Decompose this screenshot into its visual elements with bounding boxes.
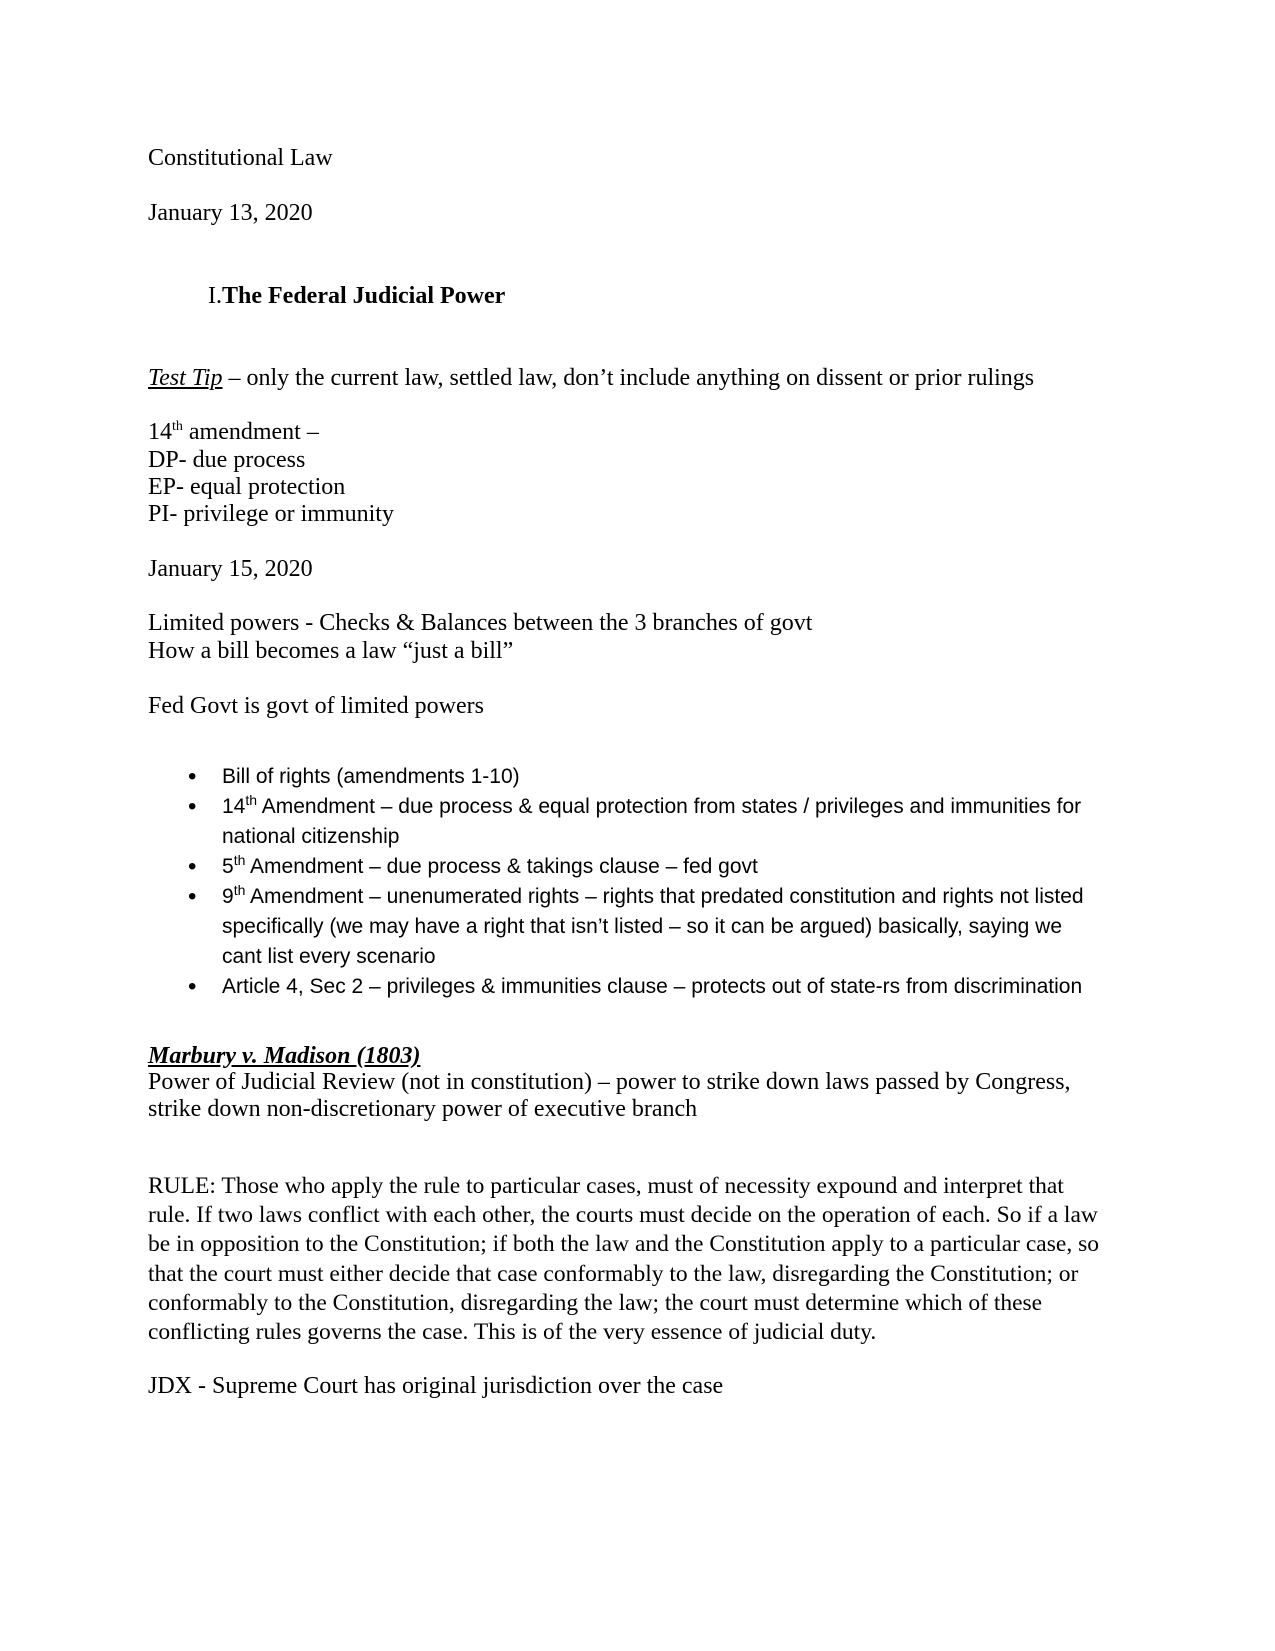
ordinal-suffix: th [233,852,246,868]
list-item [188,762,1088,792]
list-item-text: 9 [222,885,234,908]
test-tip [148,364,1034,392]
case-summary-line-2: strike down non-discretionary power of executive branch [148,1096,698,1122]
document-title: Constitutional Law [148,145,333,171]
date-jan-15: January 15, 2020 [148,556,313,582]
list-item-text: 5 [222,855,234,878]
section-heading-text: The Federal Judicial Power [222,283,506,309]
list-item-text: Amendment – unenumerated rights – rights that predated constitution and rights not listed specifically (we may have a right that isn’t listed – so it can be argued) basically, saying we cant list every scenario [222,885,1084,968]
list-item [188,852,1088,882]
ep-line: EP- equal protection [148,474,346,500]
limited-powers-line: Limited powers - Checks & Balances between the 3 branches of govt [148,610,813,636]
test-tip-text: – only the current law, settled law, don’t include anything on dissent or prior rulings [222,365,1035,391]
list-item-text: 14 [222,795,246,818]
case-title: Marbury v. Madison (1803) [148,1043,421,1069]
section-number: I. [208,283,222,309]
dp-line: DP- due process [148,447,306,473]
fourteenth-amendment-heading [148,418,319,446]
ordinal-suffix: th [233,882,246,898]
list-item [188,792,1088,852]
rights-list [188,762,1088,1002]
test-tip-label: Test Tip [148,365,223,391]
case-summary-line-1: Power of Judicial Review (not in constitution) – power to strike down laws passed by Congress, [148,1069,1071,1095]
section-heading [208,282,505,310]
list-item-text: Article 4, Sec 2 – privileges & immunities clause – protects out of state-rs from discrimination [222,975,1083,998]
amendment-number: 14 [148,419,172,445]
ordinal-suffix: th [245,792,258,808]
list-item [188,972,1088,1002]
rule-paragraph: RULE: Those who apply the rule to particular cases, must of necessity expound and interpret that rule. If two laws conflict with each other, the courts must decide on the operation of each. So if a law be in opposition to the Constitution; if both the law and the Constitution apply to a particular case, so that the court must either decide that case conformably to the law, disregarding the Constitution; or conformably to the Constitution, disregarding the law; the court must determine which of these conflicting rules governs the case. This is of the very essence of judicial duty. [148,1173,1099,1346]
list-item-text: Amendment – due process & takings clause – fed govt [245,855,758,878]
bill-line: How a bill becomes a law “just a bill” [148,638,514,664]
ordinal-suffix: th [172,419,183,434]
pi-line: PI- privilege or immunity [148,501,394,527]
fed-govt-line: Fed Govt is govt of limited powers [148,693,484,719]
amendment-label: amendment – [182,419,319,445]
list-item [188,882,1088,972]
list-item-text: Bill of rights (amendments 1-10) [222,765,520,788]
date-jan-13: January 13, 2020 [148,200,313,226]
list-item-text: Amendment – due process & equal protection from states / privileges and immunities for national citizenship [222,795,1082,848]
jurisdiction-line: JDX - Supreme Court has original jurisdiction over the case [148,1373,724,1399]
